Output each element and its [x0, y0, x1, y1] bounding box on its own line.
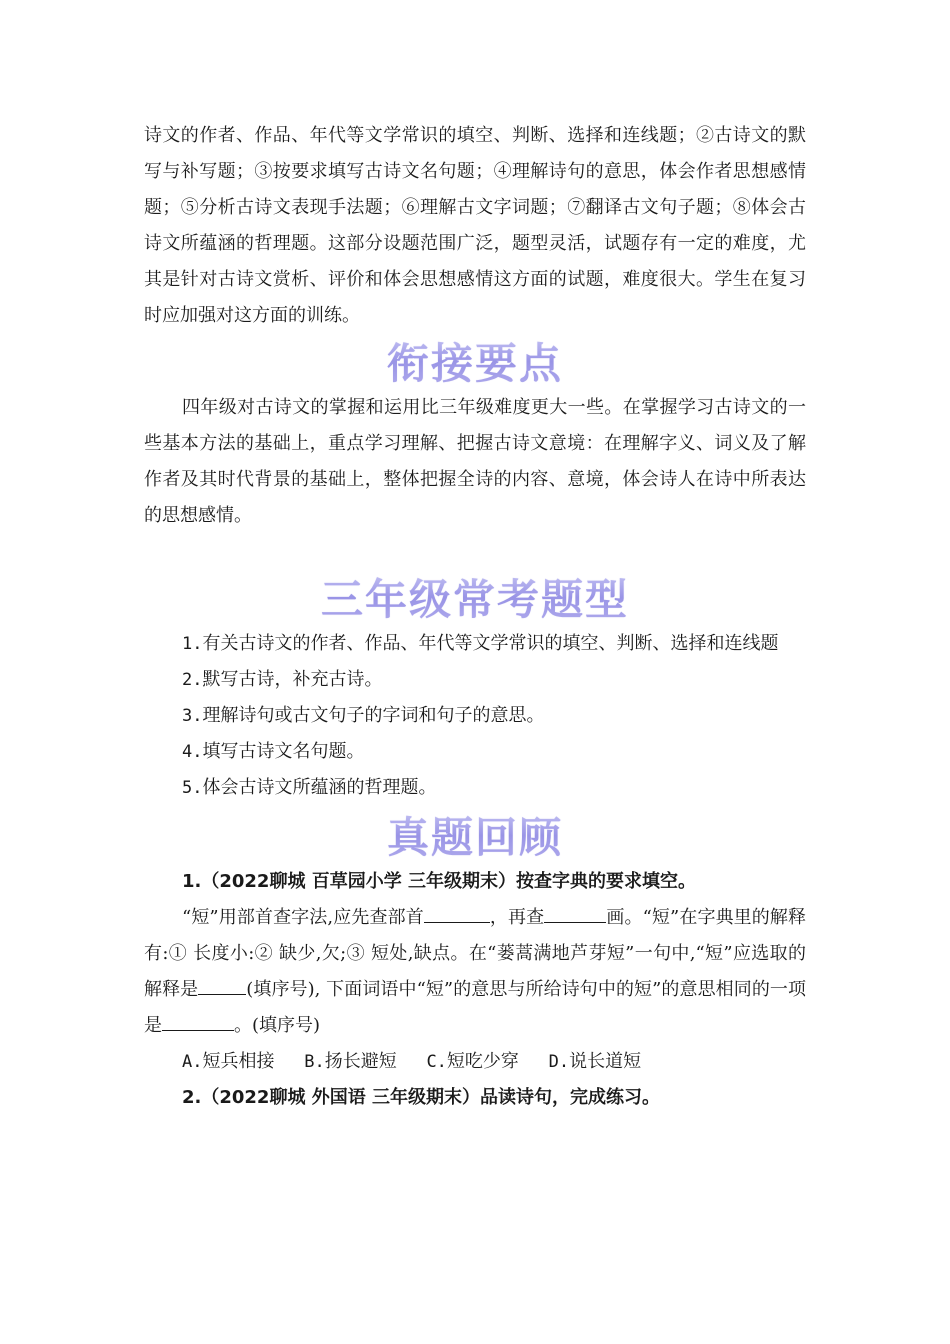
blank-radical[interactable]	[424, 900, 490, 923]
section-heading-linkage: 衔接要点	[144, 338, 806, 390]
question-2-title: 2.（2022聊城 外国语 三年级期末）品读诗句，完成练习。	[182, 1087, 660, 1108]
list-item: 5.体会古诗文所蕴涵的哲理题。	[182, 777, 437, 798]
document-page	[144, 118, 806, 1116]
list-item: 4.填写古诗文名句题。	[182, 741, 365, 762]
blank-meaning[interactable]	[198, 972, 246, 995]
section-heading-past-exams: 真题回顾	[144, 812, 806, 864]
section-heading-question-types: 三年级常考题型	[144, 574, 806, 626]
question-types-list	[144, 626, 806, 806]
blank-strokes[interactable]	[544, 900, 606, 923]
list-item: 1.有关古诗文的作者、作品、年代等文学常识的填空、判断、选择和连线题	[182, 633, 779, 654]
linkage-paragraph: 四年级对古诗文的掌握和运用比三年级难度更大一些。在掌握学习古诗文的一些基本方法的基础上，重点学习理解、把握古诗文意境：在理解字义、词义及了解作者及其时代背景的基础上，整体把握全诗的内容、意境，体会诗人在诗中所表达的思想感情。	[144, 397, 806, 526]
option-c[interactable]: C.短吃少穿	[426, 1051, 519, 1072]
list-item: 3.理解诗句或古文句子的字词和句子的意思。	[182, 705, 545, 726]
question-1-options	[144, 1044, 806, 1080]
option-d[interactable]: D.说长道短	[548, 1051, 642, 1072]
question-1-body: “短”用部首查字法,应先查部首 ，再查 画。“短”在字典里的解释有:① 长度小:② 缺少,欠;③ 短处,缺点。在“蒌蒿满地芦芽短”一句中,“短”应选取的解释是 (填序号), 下面词语中“短”的意思与所给诗句中的短”的意思相同的一项是 。(填序号)	[144, 900, 806, 1044]
option-b[interactable]: B.扬长避短	[304, 1051, 397, 1072]
intro-paragraph: 诗文的作者、作品、年代等文学常识的填空、判断、选择和连线题；②古诗文的默写与补写题；③按要求填写古诗文名句题；④理解诗句的意思，体会作者思想感情题；⑤分析古诗文表现手法题；⑥理解古文字词题；⑦翻译古文句子题；⑧体会古诗文所蕴涵的哲理题。这部分设题范围广泛，题型灵活，试题存有一定的难度，尤其是针对古诗文赏析、评价和体会思想感情这方面的试题，难度很大。学生在复习时应加强对这方面的训练。	[144, 125, 806, 326]
question-1-title: 1.（2022聊城 百草园小学 三年级期末）按查字典的要求填空。	[182, 871, 696, 892]
option-a[interactable]: A.短兵相接	[182, 1051, 275, 1072]
blank-option[interactable]	[162, 1008, 234, 1031]
list-item: 2.默写古诗，补充古诗。	[182, 669, 383, 690]
